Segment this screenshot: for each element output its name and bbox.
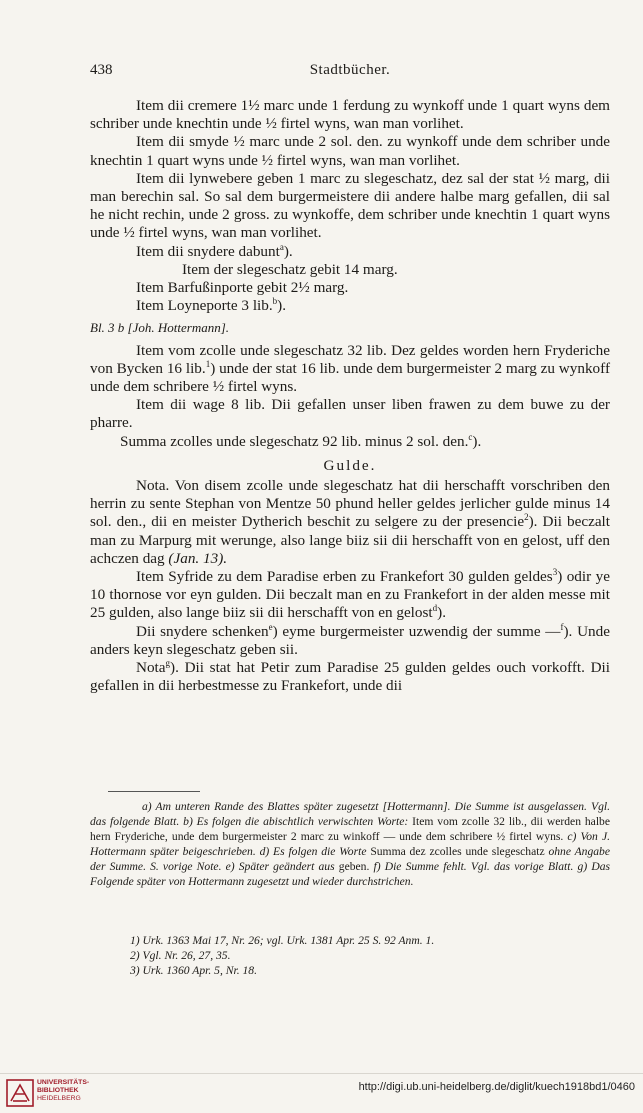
paragraph: Item Barfußinporte gebit 2½ marg.: [136, 279, 349, 297]
library-name: UNIVERSITÄTS- BIBLIOTHEK HEIDELBERG: [37, 1079, 90, 1102]
page-number: 438: [90, 62, 113, 78]
section-heading: Gulde.: [323, 456, 377, 474]
footnotes-numbers: [130, 933, 610, 978]
paragraph: Item Syfride zu dem Paradise erben zu Frankefort 30 gulden geldes$^3$) odir ye 10 thornose vor eyn gulden. Dii beczalt man en zu Frankefort in der alden messe mit 25 gulden, also lange biiz sii dii herschafft von en gelost$^d$).: [90, 567, 610, 622]
paragraph: Dii snydere schenken$^e$) eyme burgermeister uzwendig der summe —$^f$). Unde anders keyn slegeschatz geben sii.: [90, 621, 610, 658]
running-header: [90, 62, 610, 82]
library-logo-icon: [6, 1079, 34, 1107]
folio-reference: Bl. 3 b [Joh. Hottermann].: [90, 320, 230, 336]
paragraph: Nota$^g$). Dii stat hat Petir zum Paradise 25 gulden geldes ouch vorkofft. Dii gefallen in dii herbestmesse zu Frankefort, unde dii: [90, 658, 610, 695]
footnote: 1) Urk. 1363 Mai 17, Nr. 26; vgl. Urk. 1381 Apr. 25 S. 92 Anm. 1.: [130, 934, 435, 947]
footnote: 2) Vgl. Nr. 26, 27, 35.: [130, 949, 231, 962]
paragraph: Nota. Von disem zcolle unde slegeschatz hat dii herschafft vorschriben den herrin zu sente Stephan von Mentze 50 phund heller geldes jerlicher gulde minus 14 sol. den., dii en meister Dytherich beschit zu selgere zu der presencie$^2$). Dii beczalt man zu Marpurg mit werunge, also lange biiz sii dii herschafft von en gelost, uff den achczen dag (Jan. 13).: [90, 477, 611, 567]
viewer-footer: [0, 1073, 643, 1113]
paragraph: Item dii smyde ½ marc unde 2 sol. den. zu wynkoff unde dem schriber unde knechtin 1 quart wyns unde ½ firtel wyns, wan man vorlihet.: [90, 133, 610, 169]
footnote: a) Am unteren Rande des Blattes später zugesetzt [Hottermann]. Die Summe ist ausgelassen. Vgl. das folgende Blatt. b) Es folgen die abischtlich verwischten Worte: Item vom zcolle 32 lib., dii werden halbe hern Fryderiche, unde dem burgermeister 2 marc zu winkoff — unde dem schribere ½ firtel wyns. c) Von J. Hottermann später beigeschrieben. d) Es folgen die Worte Summa dez zcolles unde slegeschatz ohne Angabe der Summe. S. vorige Note. e) Später geändert aus geben. f) Die Summe fehlt. Vgl. das vorige Blatt. g) Das Folgende später von Hottermann zugesetzt und wieder durchstrichen.: [90, 800, 611, 888]
paragraph: Item vom zcolle unde slegeschatz 32 lib. Dez geldes worden hern Fryderiche von Bycken 16 lib.$^1$) unde der stat 16 lib. unde dem burgermeister 2 marg zu wynkoff unde dem schribere ½ firtel wyns.: [90, 341, 610, 396]
footnote-rule: [108, 791, 200, 792]
paragraph: Item dii snydere dabunt$^a$).: [136, 241, 293, 260]
permalink-url[interactable]: http://digi.ub.uni-heidelberg.de/diglit/kuech1918bd1/0460: [358, 1081, 635, 1093]
paragraph: Item dii wage 8 lib. Dii gefallen unser liben frawen zu dem buwe zu der pharre.: [90, 396, 610, 432]
footnotes-letters: [90, 799, 610, 889]
main-text: [90, 97, 610, 696]
footnote: 3) Urk. 1360 Apr. 5, Nr. 18.: [130, 964, 258, 977]
paragraph: Item dii cremere 1½ marc unde 1 ferdung zu wynkoff unde 1 quart wyns dem schriber unde knechtin unde ½ firtel wyns, wan man vorlihet.: [90, 97, 610, 133]
paragraph: Item der slegeschatz gebit 14 marg.: [182, 260, 398, 278]
paragraph: Item Loyneporte 3 lib.$^b$).: [136, 296, 287, 315]
paragraph: Item dii lynwebere geben 1 marc zu slegeschatz, dez sal der stat ½ marg, dii man berechin sal. So sal dem burgermeistere dii andere halbe marg gefallen, dii sal he nicht rechin, unde 2 gross. zu wynkoffe, dem schriber unde knechtin 1 quart wyns unde ½ firtel wyns, wan man vorlihet.: [90, 169, 610, 242]
running-title: Stadtbücher.: [309, 62, 391, 78]
paragraph: Summa zcolles unde slegeschatz 92 lib. minus 2 sol. den.$^c$).: [120, 431, 482, 450]
